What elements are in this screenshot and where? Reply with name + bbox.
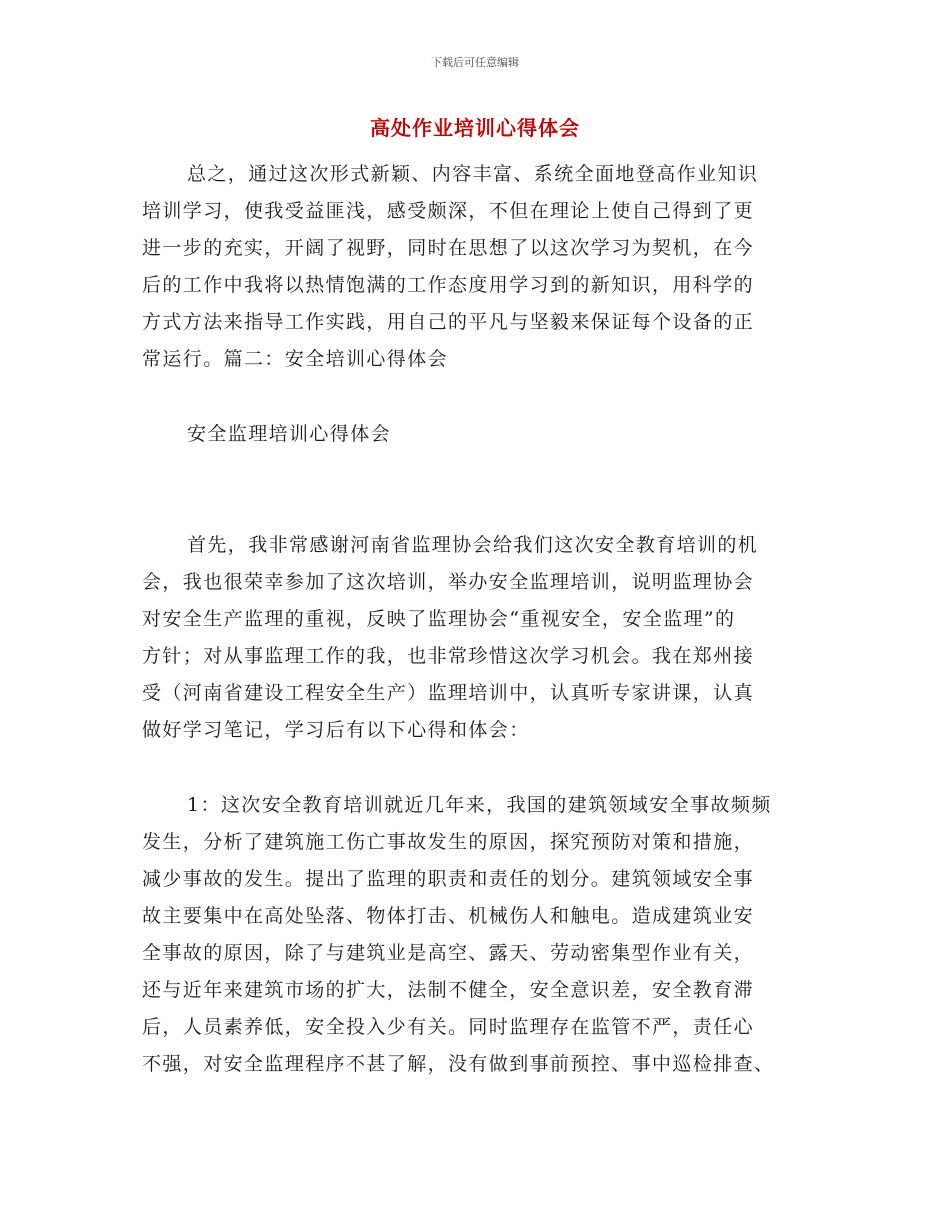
body-line: 不强，对安全监理程序不甚了解，没有做到事前预控、事中巡检排查、	[142, 1053, 775, 1075]
body-line: 发生，分析了建筑施工伤亡事故发生的原因，探究预防对策和措施，	[142, 831, 755, 853]
body-line: 故主要集中在高处坠落、物体打击、机械伤人和触电。造成建筑业安	[142, 905, 755, 927]
body-line: 总之，通过这次形式新颖、内容丰富、系统全面地登高作业知识	[187, 163, 759, 185]
page-header-note: 下载后可任意编辑	[431, 56, 519, 69]
body-line: 还与近年来建筑市场的扩大，法制不健全，安全意识差，安全教育滞	[142, 979, 755, 1001]
body-line: 方针；对从事监理工作的我，也非常珍惜这次学习机会。我在郑州接	[142, 645, 755, 667]
body-line: 受（河南省建设工程安全生产）监理培训中，认真听专家讲课，认真	[142, 682, 755, 704]
body-line: 进一步的充实，开阔了视野，同时在思想了以这次学习为契机，在今	[142, 237, 755, 259]
body-line: 1：这次安全教育培训就近几年来，我国的建筑领域安全事故频频	[187, 794, 772, 816]
document-title: 高处作业培训心得体会	[370, 116, 580, 140]
body-line: 后的工作中我将以热情饱满的工作态度用学习到的新知识，用科学的	[142, 274, 755, 296]
body-line: 做好学习笔记，学习后有以下心得和体会：	[142, 719, 530, 741]
body-line: 对安全生产监理的重视，反映了监理协会“重视安全，安全监理”的	[142, 608, 736, 630]
body-line: 首先，我非常感谢河南省监理协会给我们这次安全教育培训的机	[187, 534, 759, 556]
body-line: 常运行。篇二：安全培训心得体会	[142, 348, 449, 370]
body-line: 方式方法来指导工作实践，用自己的平凡与坚毅来保证每个设备的正	[142, 311, 755, 333]
body-line: 全事故的原因，除了与建筑业是高空、露天、劳动密集型作业有关，	[142, 942, 755, 964]
body-line: 会，我也很荣幸参加了这次培训，举办安全监理培训，说明监理协会	[142, 571, 755, 593]
body-line: 培训学习，使我受益匪浅，感受颇深，不但在理论上使自己得到了更	[142, 200, 755, 222]
body-line: 减少事故的发生。提出了监理的职责和责任的划分。建筑领域安全事	[142, 868, 755, 890]
body-line: 后，人员素养低，安全投入少有关。同时监理存在监管不严，责任心	[142, 1016, 755, 1038]
section-heading: 安全监理培训心得体会	[187, 423, 392, 445]
